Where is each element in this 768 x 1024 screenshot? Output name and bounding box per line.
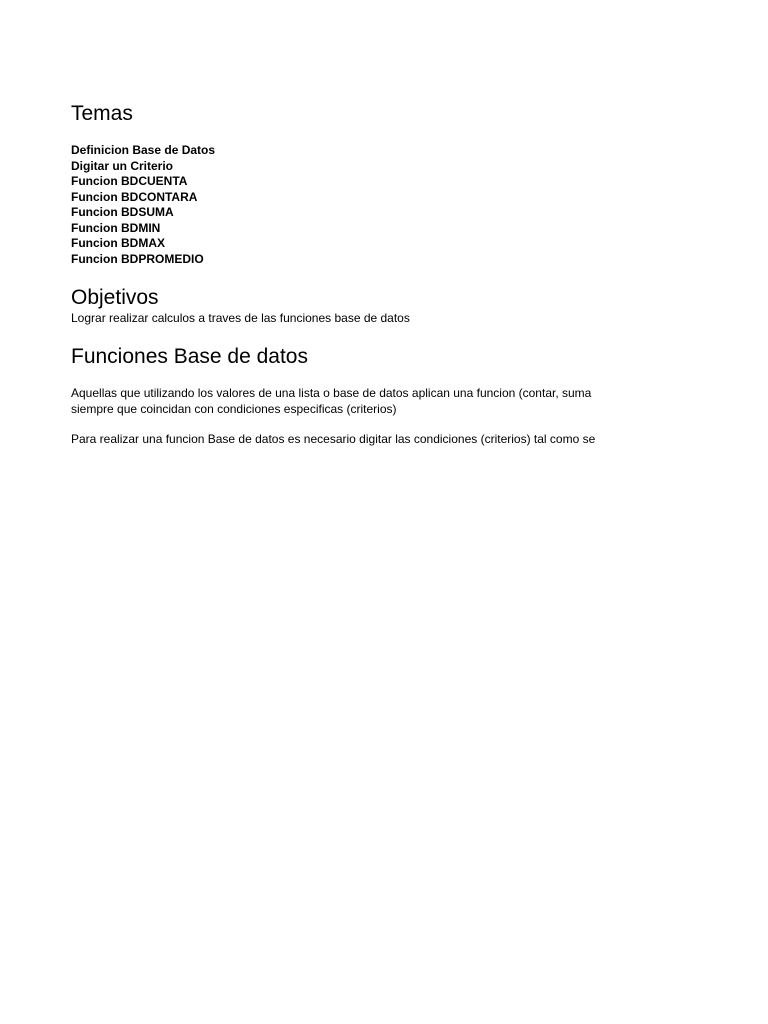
- paragraph-line: Aquellas que utilizando los valores de una lista o base de datos aplican una funcion (contar, suma: [71, 386, 592, 400]
- topic-item: Funcion BDSUMA: [71, 205, 174, 219]
- topic-item: Funcion BDPROMEDIO: [71, 251, 204, 266]
- topic-item: Funcion BDMAX: [71, 236, 165, 250]
- funciones-paragraph-2: [71, 432, 595, 448]
- funciones-paragraph-1: [71, 386, 591, 417]
- paragraph-line: Para realizar una funcion Base de datos es necesario digitar las condiciones (criterios) tal como se: [71, 432, 596, 446]
- objetivos-text: Lograr realizar calculos a traves de las funciones base de datos: [71, 311, 410, 325]
- document-page: [71, 0, 633, 1024]
- topic-item: Funcion BDMIN: [71, 220, 161, 235]
- objetivos-heading: Objetivos: [71, 286, 159, 309]
- funciones-heading: Funciones Base de datos: [71, 345, 308, 368]
- paragraph-line: siempre que coincidan con condiciones especificas (criterios): [71, 401, 397, 416]
- topics-list: [71, 143, 215, 267]
- topic-item: Digitar un Criterio: [71, 158, 174, 173]
- topic-item: Funcion BDCONTARA: [71, 189, 198, 204]
- temas-heading: Temas: [71, 102, 133, 125]
- topic-item: Funcion BDCUENTA: [71, 174, 188, 188]
- topic-item: Definicion Base de Datos: [71, 143, 216, 157]
